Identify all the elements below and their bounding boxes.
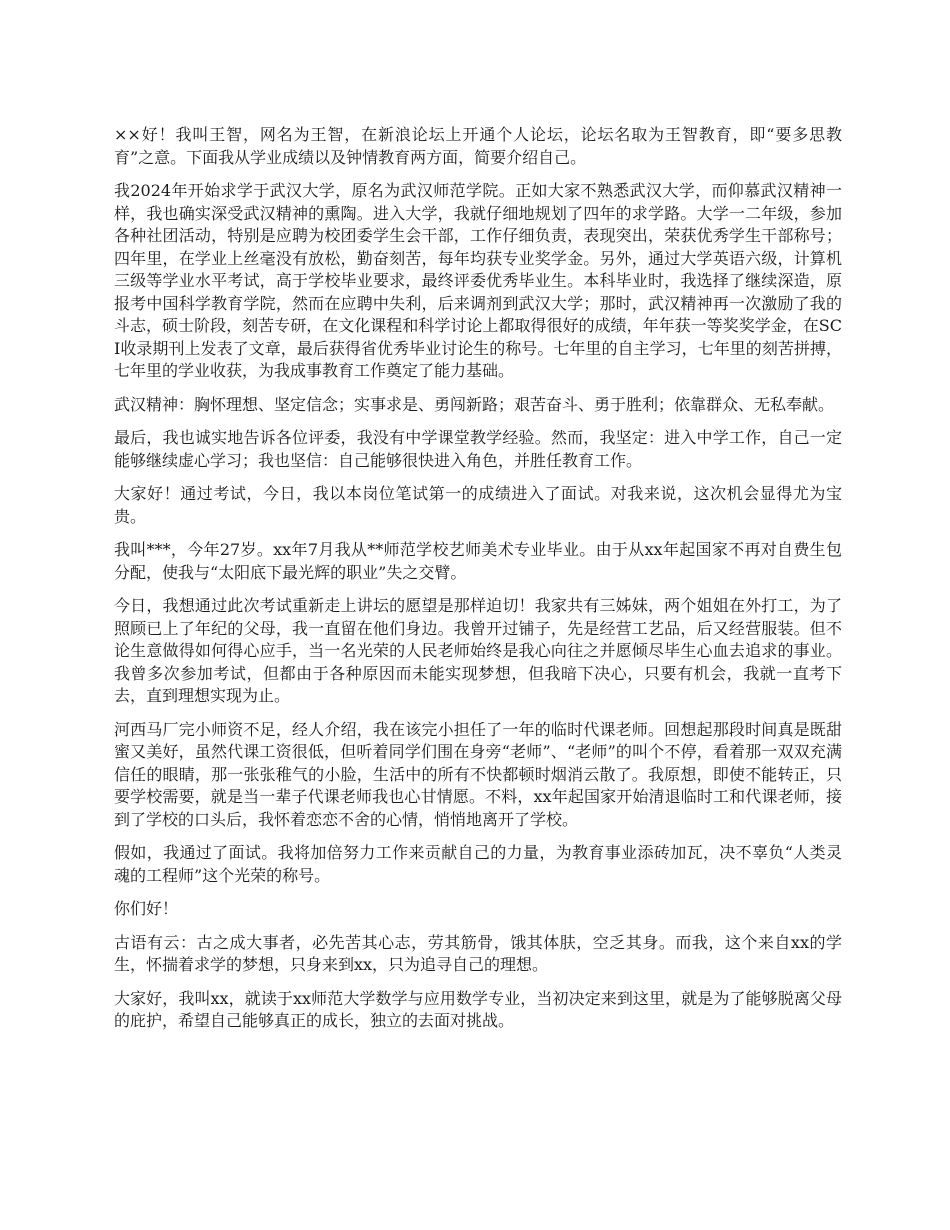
- paragraph-aspiration: 今日，我想通过此次考试重新走上讲坛的愿望是那样迫切！我家共有三姊妹，两个姐姐在外打工，为了照顾已上了年纪的父母，我一直留在他们身边。我曾开过铺子，先是经营工艺品，后又经营服装。但不论生意做得如何得心应手，当一名光荣的人民老师始终是我心向往之并愿倾尽毕生心血去追求的事业。我曾多次参加考试，但都由于各种原因而未能实现梦想，但我暗下决心，只要有机会，我就一直考下去，直到理想实现为止。: [114, 596, 842, 705]
- paragraph-teaching-experience: 最后，我也诚实地告诉各位评委，我没有中学课堂教学经验。然而，我坚定：进入中学工作，自己一定能够继续虚心学习；我也坚信：自己能够很快进入角色，并胜任教育工作。: [114, 428, 842, 470]
- paragraph-substitute-teacher: 河西马厂完小师资不足，经人介绍，我在该完小担任了一年的临时代课老师。回想起那段时间真是既甜蜜又美好，虽然代课工资很低，但听着同学们围在身旁“老师”、“老师”的叫个不停，看着那一双双充满信任的眼睛，那一张张稚气的小脸，生活中的所有不快都顿时烟消云散了。我原想，即使不能转正，只要学校需要，就是当一辈子代课老师我也心甘情愿。不料，xx年起国家开始清退临时工和代课老师，接到了学校的口头后，我怀着恋恋不舍的心情，悄悄地离开了学校。: [114, 719, 842, 829]
- paragraph-salutation: 你们好！: [114, 899, 179, 918]
- document-body: [114, 124, 842, 1044]
- paragraph-commitment: 假如，我通过了面试。我将加倍努力工作来贡献自己的力量，为教育事业添砖加瓦，决不辜负“人类灵魂的工程师”这个光荣的称号。: [114, 843, 842, 885]
- paragraph-academic-record: 我2024年开始求学于武汉大学，原名为武汉师范学院。正如大家不熟悉武汉大学，而仰慕武汉精神一样，我也确实深受武汉精神的熏陶。进入大学，我就仔细地规划了四年的求学路。大学一二年级，参加各种社团活动，特别是应聘为校团委学生会干部，工作仔细负责，表现突出，荣获优秀学生干部称号；四年里，在学业上丝毫没有放松，勤奋刻苦，每年均获专业奖学金。另外，通过大学英语六级，计算机三级等学业水平考试，高于学校毕业要求，最终评委优秀毕业生。本科毕业时，我选择了继续深造，原报考中国科学教育学院，然而在应聘中失利，后来调剂到武汉大学；那时，武汉精神再一次激励了我的斗志，硕士阶段，刻苦专研，在文化课程和科学讨论上都取得很好的成绩，年年获一等奖奖学金，在SCI收录期刊上发表了文章，最后获得省优秀毕业讨论生的称号。七年里的自主学习，七年里的刻苦拼搏，七年里的学业收获，为我成事教育工作奠定了能力基础。: [114, 181, 842, 380]
- paragraph-greeting-intro: ××好！我叫王智，网名为王智，在新浪论坛上开通个人论坛，论坛名取为王智教育，即“要多思教育”之意。下面我从学业成绩以及钟情教育两方面，简要介绍自己。: [114, 125, 842, 167]
- paragraph-self-introduction: 我叫***，今年27岁。xx年7月我从**师范学校艺师美术专业毕业。由于从xx年起国家不再对自费生包分配，使我与“太阳底下最光辉的职业”失之交臂。: [114, 540, 842, 582]
- paragraph-wuhan-spirit: 武汉精神：胸怀理想、坚定信念；实事求是、勇闯新路；艰苦奋斗、勇于胜利；依靠群众、无私奉献。: [114, 394, 835, 414]
- paragraph-interview-greeting: 大家好！通过考试，今日，我以本岗位笔试第一的成绩进入了面试。对我来说，这次机会显得尤为宝贵。: [114, 484, 842, 526]
- paragraph-ancient-saying: 古语有云：古之成大事者，必先苦其心志，劳其筋骨，饿其体肤，空乏其身。而我，这个来自xx的学生，怀揣着求学的梦想，只身来到xx，只为追寻自己的理想。: [114, 932, 842, 974]
- paragraph-student-intro: 大家好，我叫xx，就读于xx师范大学数学与应用数学专业，当初决定来到这里，就是为了能够脱离父母的庇护，希望自己能够真正的成长，独立的去面对挑战。: [114, 988, 842, 1030]
